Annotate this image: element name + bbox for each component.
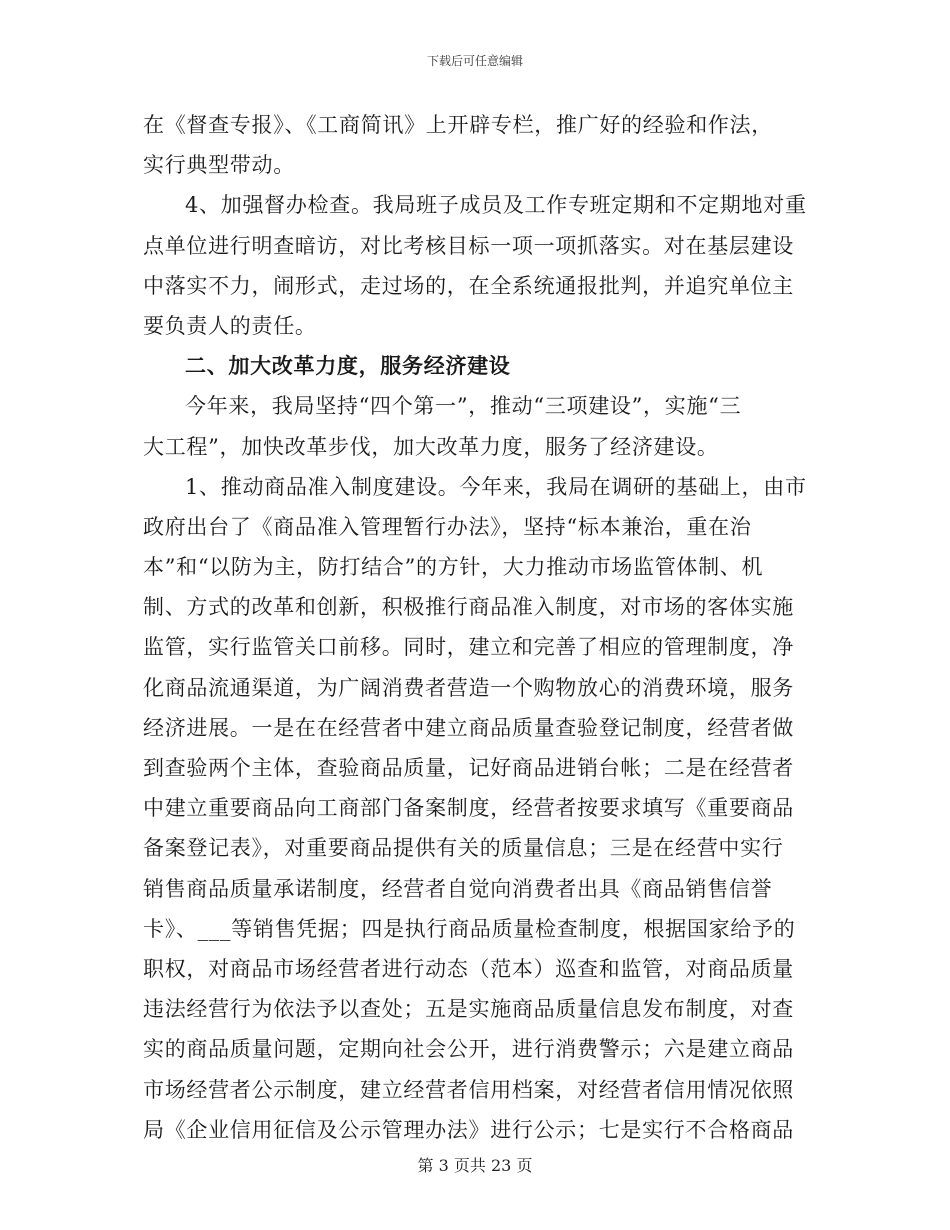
text-line: 点单位进行明查暗访，对比考核目标一项一项抓落实。对在基层建设 [143,233,794,258]
text-line: 中落实不力，闹形式，走过场的，在全系统通报批判，并追究单位主 [143,273,794,298]
text-line: 监管，实行监管关口前移。同时，建立和完善了相应的管理制度，净 [143,635,794,660]
text-line: 销售商品质量承诺制度，经营者自觉向消费者出具《商品销售信誉 [143,876,773,901]
text-line: 1、推动商品准入制度建设。今年来，我局在调研的基础上，由市 [185,474,807,499]
text-line: 职权，对商品市场经营者进行动态（范本）巡查和监管，对商品质量 [143,956,794,981]
text-line: 卡》、___等销售凭据；四是执行商品质量检查制度，根据国家给予的 [143,916,796,941]
text-line: 要负责人的责任。 [143,313,317,338]
text-line: 大工程”，加快改革步伐，加大改革力度，服务了经济建设。 [143,434,719,459]
page-number: 第 3 页共 23 页 [417,1156,533,1175]
text-line: 实的商品质量问题，定期向社会公开，进行消费警示；六是建立商品 [143,1037,794,1062]
text-line: 备案登记表》，对重要商品提供有关的质量信息；三是在经营中实行 [143,836,784,861]
text-line: 市场经营者公示制度，建立经营者信用档案，对经营者信用情况依照 [143,1077,794,1102]
text-line: 政府出台了《商品准入管理暂行办法》，坚持“标本兼治，重在治 [143,514,752,539]
text-line: 今年来，我局坚持“四个第一”，推动“三项建设”，实施“三 [185,394,742,419]
text-line: 经济进展。一是在在经营者中建立商品质量查验登记制度，经营者做 [143,715,794,740]
text-line: 在《督查专报》、《工商简讯》上开辟专栏，推广好的经验和作法， [143,113,773,137]
text-line: 到查验两个主体，查验商品质量，记好商品进销台帐；二是在经营者 [143,756,794,780]
section-heading: 二、加大改革力度，服务经济建设 [185,353,511,379]
text-line: 违法经营行为依法予以查处；五是实施商品质量信息发布制度，对查 [143,997,794,1022]
header-note: 下载后可任意编辑 [426,54,523,68]
text-line: 制、方式的改革和创新，积极推行商品准入制度，对市场的客体实施 [143,595,794,620]
text-line: 实行典型带动。 [143,153,295,178]
text-line: 化商品流通渠道，为广阔消费者营造一个购物放心的消费环境，服务 [143,675,794,700]
document-body [143,105,808,1150]
text-line: 局《企业信用征信及公示管理办法》进行公示；七是实行不合格商品 [143,1117,794,1142]
text-line: 中建立重要商品向工商部门备案制度，经营者按要求填写《重要商品 [143,796,794,821]
text-line: 本”和“以防为主，防打结合”的方针，大力推动市场监管体制、机 [143,555,764,580]
text-line: 4、加强督办检查。我局班子成员及工作专班定期和不定期地对重 [185,193,807,218]
